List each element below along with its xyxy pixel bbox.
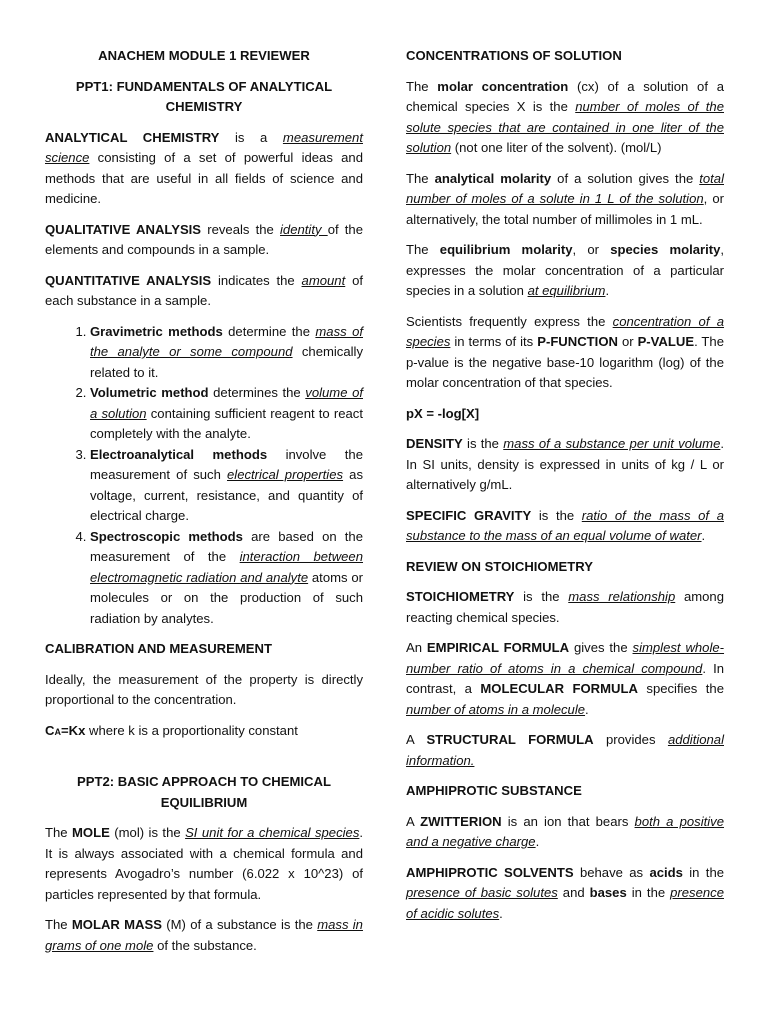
underlined-phrase: amount bbox=[301, 272, 346, 288]
structural-formula-definition: A STRUCTURAL FORMULA provides additional information. bbox=[406, 732, 724, 768]
p-function-definition: Scientists frequently express the concentration of a species in terms of its P-FUNCTION or P-VALUE. The p-value is the negative base-10 logarithm (log) of the molar concentration of that species. bbox=[406, 313, 725, 390]
document-title: ANACHEM MODULE 1 REVIEWER bbox=[98, 48, 310, 63]
equilibrium-molarity-definition: The equilibrium molarity, or species molarity, expresses the molar concentration of a particular species in a solution at equilibrium. bbox=[406, 242, 725, 298]
term: ANALYTICAL CHEMISTRY bbox=[45, 129, 220, 145]
quantitative-analysis-definition: QUANTITATIVE ANALYSIS indicates the amount of each substance in a sample. bbox=[45, 272, 363, 308]
methods-list bbox=[45, 322, 363, 630]
spacer bbox=[45, 752, 363, 772]
list-item: 4. Spectroscopic methods are based on the measurement of the interaction between electromagnetic radiation and analyte atoms or molecules or on the production of such radiation by analytes. bbox=[90, 527, 363, 630]
right-column bbox=[406, 46, 724, 934]
underlined-phrase: measurement science bbox=[45, 129, 363, 165]
list-item: 2. Volumetric method determines the volume of a solution containing sufficient reagent to react completely with the analyte. bbox=[90, 383, 363, 445]
concentrations-heading: CONCENTRATIONS OF SOLUTION bbox=[406, 48, 622, 63]
qualitative-analysis-definition: QUALITATIVE ANALYSIS reveals the identity of the elements and compounds in a sample. bbox=[45, 221, 363, 257]
ppt2-title: PPT2: BASIC APPROACH TO CHEMICAL EQUILIBRIUM bbox=[77, 774, 331, 810]
term: QUALITATIVE ANALYSIS bbox=[45, 221, 202, 237]
amphiprotic-solvents-definition: AMPHIPROTIC SOLVENTS behave as acids in the presence of basic solutes and bases in the presence of acidic solutes. bbox=[406, 864, 725, 921]
term: QUANTITATIVE ANALYSIS bbox=[45, 272, 212, 288]
amphiprotic-heading: AMPHIPROTIC SUBSTANCE bbox=[406, 783, 582, 798]
stoichiometry-definition: STOICHIOMETRY is the mass relationship among reacting chemical species. bbox=[406, 589, 724, 625]
calibration-paragraph: Ideally, the measurement of the property is directly proportional to the concentration. bbox=[45, 671, 363, 707]
density-definition: DENSITY is the mass of a substance per unit volume. In SI units, density is expressed in units of kg / L or alternatively g/mL. bbox=[406, 436, 724, 492]
molar-mass-definition: The MOLAR MASS (M) of a substance is the mass in grams of one mole of the substance. bbox=[45, 917, 363, 953]
empirical-formula-definition: An EMPIRICAL FORMULA gives the simplest whole-number ratio of atoms in a chemical compound. In contrast, a MOLECULAR FORMULA specifies the number of atoms in a molecule. bbox=[406, 640, 725, 717]
px-formula: pX = -log[X] bbox=[406, 405, 480, 421]
mole-definition: The MOLE (mol) is the SI unit for a chemical species. It is always associated with a chemical formula and represents Avogadro’s number (6.022 x 10^23) of particles represented by that formula. bbox=[45, 825, 364, 902]
zwitterion-definition: A ZWITTERION is an ion that bears both a positive and a negative charge. bbox=[406, 813, 724, 849]
list-item: 1. Gravimetric methods determine the mass of the analyte or some compound chemically related to it. bbox=[90, 322, 363, 384]
list-item: 3. Electroanalytical methods involve the measurement of such electrical properties as voltage, current, resistance, and quantity of electrical charge. bbox=[90, 445, 363, 527]
left-column bbox=[45, 46, 363, 966]
calibration-heading: CALIBRATION AND MEASUREMENT bbox=[45, 641, 272, 656]
stoichiometry-heading: REVIEW ON STOICHIOMETRY bbox=[406, 558, 593, 574]
molar-concentration-definition: The molar concentration (cx) of a solution of a chemical species X is the number of moles of the solute species that are contained in one liter of the solution (not one liter of the solvent). (mol/L) bbox=[406, 78, 724, 155]
specific-gravity-definition: SPECIFIC GRAVITY is the ratio of the mass of a substance to the mass of an equal volume of water. bbox=[406, 507, 724, 543]
ppt1-title: PPT1: FUNDAMENTALS OF ANALYTICAL CHEMISTRY bbox=[75, 78, 333, 114]
analytical-chemistry-definition: ANALYTICAL CHEMISTRY is a measurement science consisting of a set of powerful ideas and methods that are useful in all fields of science and medicine. bbox=[45, 129, 363, 206]
underlined-phrase: identity bbox=[280, 221, 328, 237]
calibration-formula: CA=Kx where k is a proportionality constant bbox=[45, 722, 298, 738]
analytical-molarity-definition: The analytical molarity of a solution gives the total number of moles of a solute in 1 L of the solution, or alternatively, the total number of millimoles in 1 mL. bbox=[406, 170, 724, 227]
